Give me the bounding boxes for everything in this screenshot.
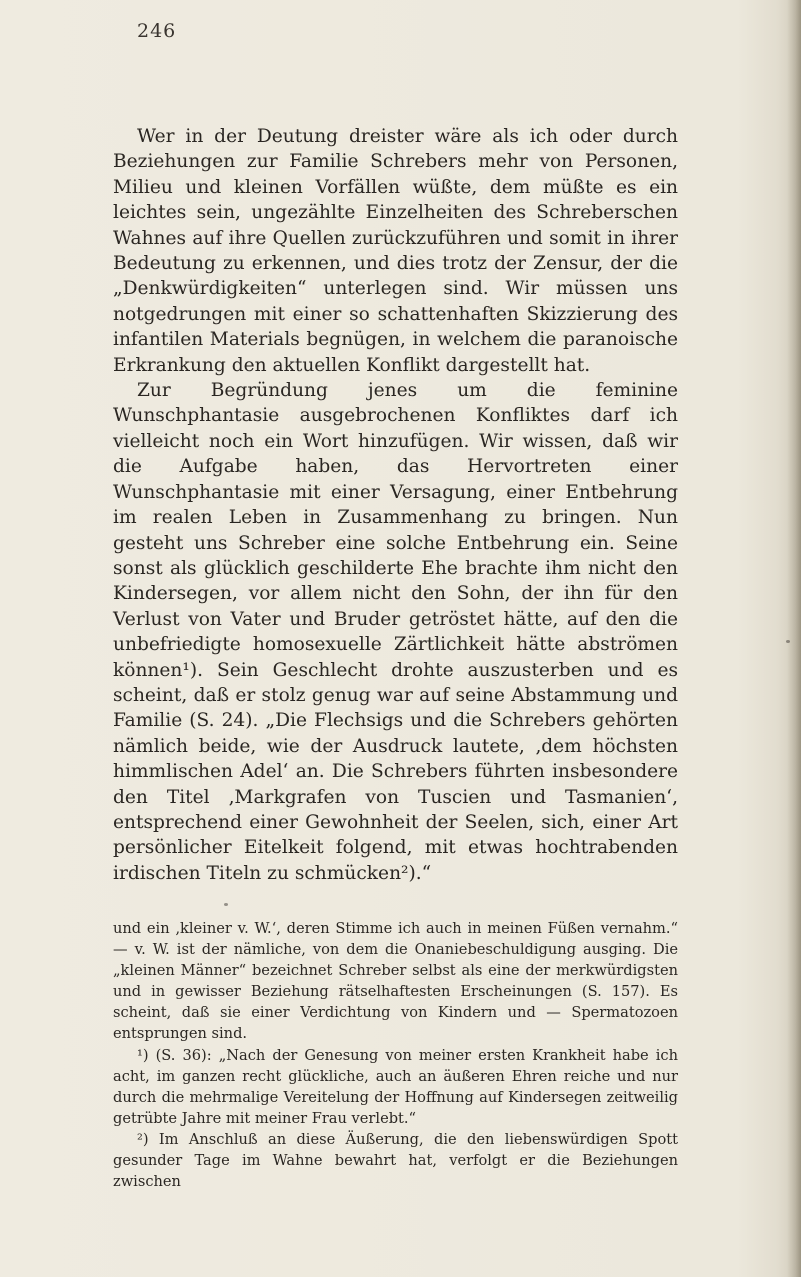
ink-speck — [224, 903, 228, 906]
paragraph-1: Wer in der Deutung dreister wäre als ich oder durch Beziehungen zur Familie Schrebers mehr von Personen, Milieu und kleinen Vorfällen wüßte, dem müßte es ein leichtes sein, ungezählte Einzelheiten des Schreberschen Wahnes auf ihre Quellen zurückzuführen und somit in ihrer Bedeutung zu erkennen, und dies trotz der Zensur, der die „Denkwürdigkeiten“ unterlegen sind. Wir müssen uns notgedrungen mit einer so schattenhaften Skizzierung des infantilen Materials begnügen, in welchem die paranoische Erkrankung den aktuellen Konflikt dargestellt hat. — [113, 126, 678, 376]
main-text — [113, 124, 678, 886]
footnote-2: ²) Im Anschluß an diese Äußerung, die den liebenswürdigen Spott gesunder Tage im Wahne bewahrt hat, verfolgt er die Beziehungen zwischen — [113, 1130, 678, 1191]
page-edge-shadow — [787, 0, 801, 1277]
paragraph-2: Zur Begründung jenes um die feminine Wunschphantasie ausgebrochenen Konfliktes darf ich vielleicht noch ein Wort hinzufügen. Wir wissen, daß wir die Aufgabe haben, das Hervortreten einer Wunschphantasie mit einer Versagung, einer Entbehrung im realen Leben in Zusammenhang zu bringen. Nun gesteht uns Schreber eine solche Entbehrung ein. Seine sonst als glücklich geschilderte Ehe brachte ihm nicht den Kindersegen, vor allem nicht den Sohn, der ihn für den Verlust von Vater und Bruder getröstet hätte, auf den die unbefriedigte homosexuelle Zärtlichkeit hätte abströmen können¹). Sein Geschlecht drohte auszusterben und es scheint, daß er stolz genug war auf seine Abstammung und Familie (S. 24). „Die Flechsigs und die Schrebers gehörten nämlich beide, wie der Ausdruck lautete, ‚dem höchsten himmlischen Adel‘ an. Die Schrebers führten insbesondere den Titel ‚Markgrafen von Tuscien und Tasmanien‘, entsprechend einer Gewohnheit der Seelen, sich, einer Art persönlicher Eitelkeit folgend, mit etwas hochtrabenden irdischen Titeln zu schmücken²).“ — [113, 380, 678, 884]
footnote-1: ¹) (S. 36): „Nach der Genesung von meiner ersten Krankheit habe ich acht, im ganzen recht glückliche, auch an äußeren Ehren reiche und nur durch die mehrmalige Vereitelung der Hoffnung auf Kindersegen zeitweilig getrübte Jahre mit meiner Frau verlebt.“ — [113, 1046, 678, 1127]
ink-speck — [786, 640, 790, 643]
footnote-continuation: und ein ‚kleiner v. W.‘, deren Stimme ich auch in meinen Füßen vernahm.“ — v. W. ist der nämliche, von dem die Onaniebeschuldigung ausging. Die „kleinen Männer“ bezeichnet Schreber selbst als eine der merkwürdigsten und in gewisser Beziehung rätselhaftesten Erscheinungen (S. 157). Es scheint, daß sie einer Verdichtung von Kindern und — Spermatozoen entsprungen sind. — [113, 920, 678, 1043]
page-number: 246 — [137, 20, 177, 42]
footnotes — [113, 918, 678, 1192]
